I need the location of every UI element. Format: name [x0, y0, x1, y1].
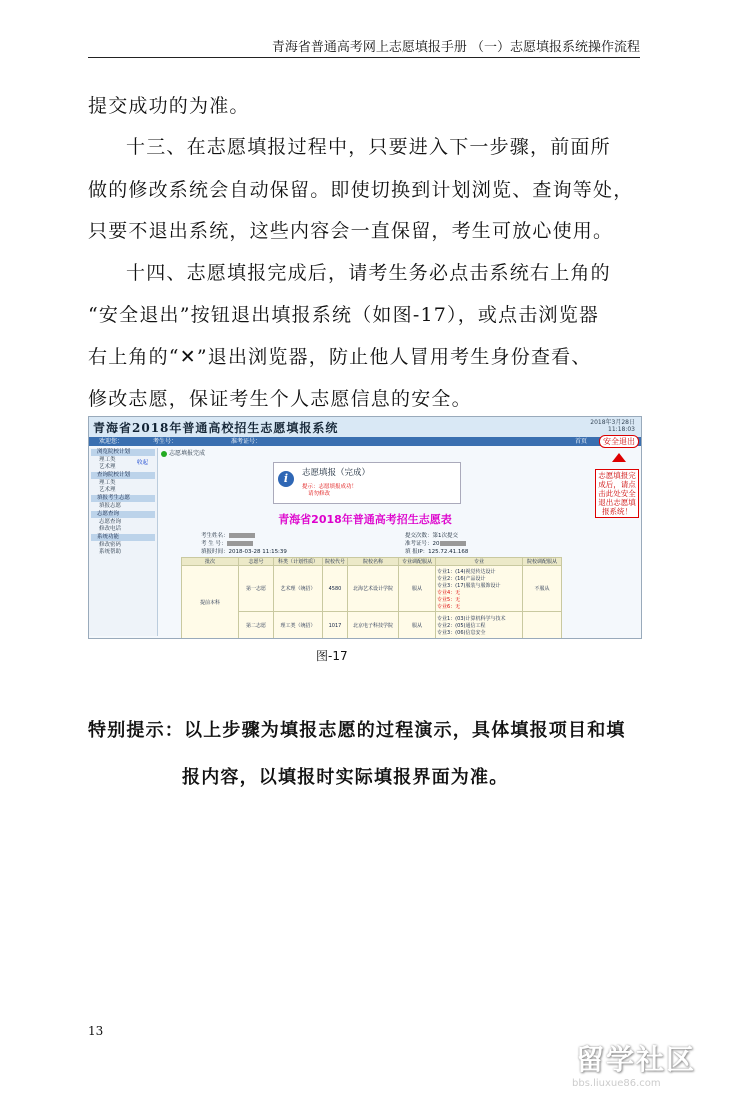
meta-time: 填报时间：2018-03-28 11:15:39: [201, 549, 287, 555]
nav-home-link[interactable]: 首页: [575, 438, 588, 445]
cell-code: 1017: [323, 612, 348, 640]
special-tip-line-2: 报内容，以填报时实际填报界面为准。: [182, 767, 509, 788]
cell-school-adjust: 不服从: [523, 566, 562, 612]
major-line: 专业5：无: [437, 596, 461, 603]
success-dialog: [273, 462, 461, 504]
major-line: 专业2：(05)通信工程: [437, 623, 486, 629]
figure-caption: 图-17: [316, 649, 348, 663]
sidebar-group-check[interactable]: 志愿查询: [91, 511, 155, 518]
cell-adjust: 服从: [399, 566, 436, 612]
sidebar-item[interactable]: 修改密码: [99, 542, 122, 548]
sidebar-item[interactable]: 修改电话: [99, 526, 122, 532]
header-rule: [88, 57, 640, 58]
th-adjust: 专业调配服从: [399, 558, 436, 566]
cell-majors: [436, 566, 523, 612]
system-date: 2018年3月28日: [590, 419, 635, 426]
th-no: 志愿号: [239, 558, 274, 566]
nav-welcome: 欢迎您：: [99, 438, 124, 445]
cell-school: 北海艺术设计学院: [348, 566, 399, 612]
major-line: 专业3：(17)服装与服饰设计: [437, 582, 501, 589]
th-school-adjust: 院校调配服从: [523, 558, 562, 566]
figure-screenshot: [88, 416, 642, 639]
status-line: [161, 448, 205, 457]
cell-adjust: 服从: [399, 612, 436, 640]
meta-ticket: 准考证号：20: [405, 541, 466, 548]
watermark-logo: [568, 1038, 728, 1094]
cell-category: 理工类（统招）: [274, 612, 323, 640]
volunteer-table: [181, 557, 562, 639]
body-line-1: 提交成功的为准。: [88, 95, 250, 117]
major-line: 专业1：(14)视觉传达设计: [437, 568, 496, 575]
system-header: [89, 417, 641, 437]
sidebar-collapse-link[interactable]: 收起: [137, 460, 149, 466]
dialog-message-2: 请勿修改: [308, 491, 331, 497]
sidebar-item[interactable]: 系统帮助: [99, 549, 122, 555]
body-line-6: “安全退出”按钮退出填报系统（如图-17），或点击浏览器: [88, 304, 600, 326]
meta-submit: 提交次数：第1次提交: [405, 533, 458, 539]
cell-batch: 提前本科: [182, 566, 239, 640]
cell-code: 4580: [323, 566, 348, 612]
sidebar-group-fill[interactable]: 填报考生志愿: [91, 495, 155, 502]
sidebar-group-query[interactable]: 查询院校计划: [91, 472, 155, 479]
special-tip-line-1: 特别提示：以上步骤为填报志愿的过程演示，具体填报项目和填: [88, 720, 626, 741]
system-sidebar: [89, 448, 158, 636]
nav-exam-no: 考生号：: [153, 438, 178, 445]
system-datetime: [590, 419, 635, 433]
body-line-5: 十四、志愿填报完成后，请考生务必点击系统右上角的: [126, 262, 611, 284]
up-arrow-icon: [612, 453, 626, 462]
th-school: 院校名称: [348, 558, 399, 566]
body-line-8: 修改志愿，保证考生个人志愿信息的安全。: [88, 388, 472, 410]
sidebar-item[interactable]: 艺术理: [99, 487, 116, 493]
major-line: 专业1：(03)计算机科学与技术: [437, 616, 506, 622]
th-major: 专业: [436, 558, 523, 566]
table-header-row: [182, 558, 562, 566]
sidebar-item[interactable]: 理工类: [99, 480, 116, 486]
page-number: 13: [88, 1024, 104, 1038]
info-icon: i: [278, 471, 294, 487]
cell-majors: [436, 612, 523, 640]
sidebar-item[interactable]: 理工类: [99, 457, 116, 463]
body-line-2: 十三、在志愿填报过程中，只要进入下一步骤，前面所: [126, 136, 611, 158]
major-line: 专业3：(06)信息安全: [437, 630, 486, 636]
meta-ip: 填 报IP：125.72.41.168: [405, 549, 469, 555]
safe-exit-button[interactable]: 安全退出: [599, 435, 639, 448]
system-navbar: [89, 437, 641, 446]
major-line: 专业6：无: [437, 603, 461, 610]
th-code: 院校代号: [323, 558, 348, 566]
sidebar-item[interactable]: 艺术理: [99, 464, 116, 470]
cell-category: 艺术理（统招）: [274, 566, 323, 612]
form-title: 青海省2018年普通高考招生志愿表: [278, 513, 452, 526]
system-title: 青海省2018年普通高校招生志愿填报系统: [93, 421, 339, 435]
meta-name: 考生姓名：: [201, 533, 255, 540]
major-line: 专业4：无: [437, 589, 461, 596]
watermark-text: 留学社区: [576, 1043, 697, 1076]
check-icon: [161, 451, 167, 457]
th-batch: 批次: [182, 558, 239, 566]
table-row: [182, 612, 562, 640]
cell-no: 第二志愿: [239, 612, 274, 640]
body-line-3: 做的修改系统会自动保留。即使切换到计划浏览、查询等处，: [88, 179, 634, 201]
status-text: 志愿填报完成: [169, 450, 206, 457]
th-category: 科类（计划性质）: [274, 558, 323, 566]
cell-no: 第一志愿: [239, 566, 274, 612]
cell-school: 北京电子科技学院: [348, 612, 399, 640]
sidebar-group-system[interactable]: 系统功能: [91, 534, 155, 541]
table-row: [182, 566, 562, 612]
sidebar-item[interactable]: 填报志愿: [99, 503, 122, 509]
dialog-message: 提示：志愿填报成功！: [302, 484, 358, 490]
system-time: 11:18:03: [608, 426, 635, 433]
body-line-4: 只要不退出系统，这些内容会一直保留，考生可放心使用。: [88, 220, 614, 242]
sidebar-item[interactable]: 志愿查询: [99, 519, 122, 525]
running-header: 青海省普通高考网上志愿填报手册 （一）志愿填报系统操作流程: [271, 40, 640, 55]
exit-annotation: 志愿填报完成后，请点击此处安全退出志愿填报系统！: [595, 469, 639, 518]
dialog-title: 志愿填报（完成）: [302, 468, 371, 478]
nav-ticket-no: 准考证号：: [231, 438, 262, 445]
cell-school-adjust: [523, 612, 562, 640]
sidebar-group-browse[interactable]: 浏览院校计划: [91, 449, 155, 456]
watermark-url: bbs.liuxue86.com: [572, 1078, 661, 1089]
body-line-7: 右上角的“✕”退出浏览器，防止他人冒用考生身份查看、: [88, 346, 592, 368]
meta-exam: 考 生 号：: [201, 541, 253, 548]
major-line: 专业2：(16)产品设计: [437, 575, 486, 582]
